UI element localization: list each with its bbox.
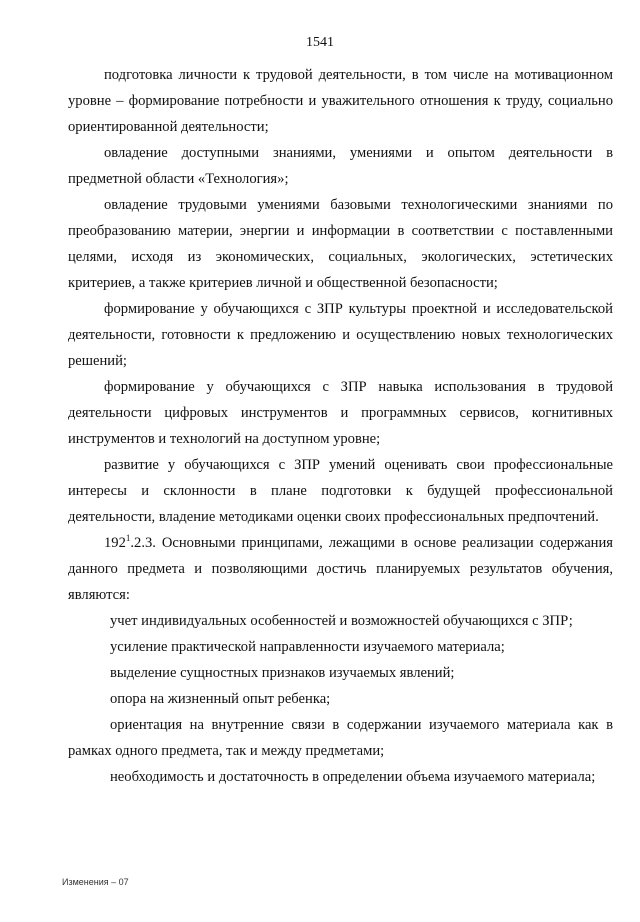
body-text xyxy=(68,62,613,790)
clause-paragraph xyxy=(68,530,613,608)
paragraph: формирование у обучающихся с ЗПР культуры проектной и исследовательской деятельности, готовности к предложению и осуществлению новых технологических решений; xyxy=(68,301,613,369)
paragraph: развитие у обучающихся с ЗПР умений оценивать свои профессиональные интересы и склонности в плане подготовки к будущей профессиональной деятельности, владение методиками оценки своих профессиональных предпочтений. xyxy=(68,457,613,525)
clause-number: $192^1.2.3$. xyxy=(104,533,156,551)
paragraph: овладение доступными знаниями, умениями и опытом деятельности в предметной области «Технология»; xyxy=(68,145,613,187)
paragraph: овладение трудовыми умениями базовыми технологическими знаниями по преобразованию материи, энергии и информации в соответствии с поставленными целями, исходя из экономических, социальных, экологических, эстетических критериев, а также критериев личной и общественной безопасности; xyxy=(68,197,613,291)
paragraph: подготовка личности к трудовой деятельности, в том числе на мотивационном уровне – формирование потребности и уважительного отношения к труду, социально ориентированной деятельности; xyxy=(68,67,613,135)
principle-item: необходимость и достаточность в определении объема изучаемого материала; xyxy=(110,769,596,785)
principle-item: выделение сущностных признаков изучаемых явлений; xyxy=(110,665,455,681)
principle-item: учет индивидуальных особенностей и возможностей обучающихся с ЗПР; xyxy=(110,613,573,629)
clause-text: Основными принципами, лежащими в основе реализации содержания данного предмета и позволяющими достичь планируемых результатов обучения, являются: xyxy=(68,535,613,603)
footer-note: Изменения – 07 xyxy=(62,877,129,887)
principle-item: опора на жизненный опыт ребенка; xyxy=(110,691,331,707)
principle-item: усиление практической направленности изучаемого материала; xyxy=(110,639,505,655)
page-number: 1541 xyxy=(306,35,334,50)
paragraph: формирование у обучающихся с ЗПР навыка использования в трудовой деятельности цифровых инструментов и программных сервисов, когнитивных инструментов и технологий на доступном уровне; xyxy=(68,379,613,447)
principle-item: ориентация на внутренние связи в содержании изучаемого материала как в рамках одного предмета, так и между предметами; xyxy=(68,717,613,759)
